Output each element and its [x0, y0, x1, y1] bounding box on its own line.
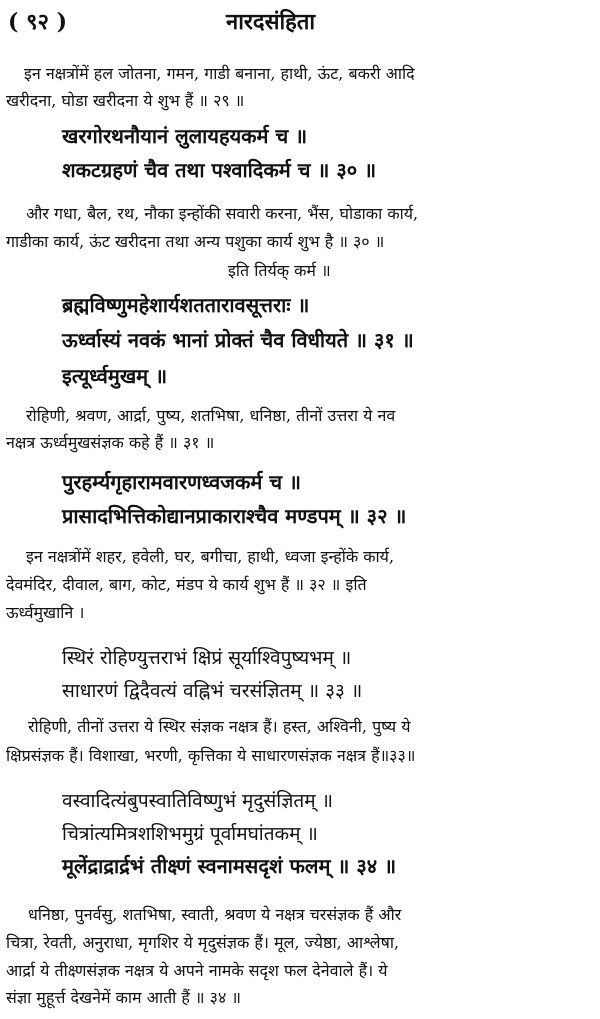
gloss-32-line-1: इन नक्षत्रोंमें शहर, हवेली, घर, बगीचा, हाथी, ध्वजा इन्होंके कार्य,	[26, 547, 395, 566]
gloss-34-line-3: आर्द्रा ये तीक्ष्णसंज्ञक नक्षत्र ये अपने नामके सदृश फल देनेवाले हैं। ये	[6, 961, 388, 980]
gloss-32-line-2: देवमंदिर, दीवाल, बाग, कोट, मंडप ये कार्य शुभ हैं ॥ ३२ ॥ इति	[6, 575, 367, 594]
gloss-32-line-3: ऊर्ध्वमुखानि ।	[6, 603, 85, 622]
verse-34-line-1: वस्वादित्यंबुपस्वातिविष्णुभं मृदुसंज्ञितम् ॥	[62, 790, 333, 812]
verse-34-line-3: मूलेंद्राद्रार्द्रभं तीक्ष्णं स्वनामसदृशं फलम् ॥ ३४ ॥	[62, 854, 397, 878]
verse-32-line-2: प्रासादभित्तिकोद्यानप्राकाराश्चैव मण्डपम् ॥ ३२ ॥	[62, 504, 407, 528]
gloss-34-line-2: चित्रा, रेवती, अनुराधा, मृगशिर ये मृदुसंज्ञक हैं। मूल, ज्येष्ठा, आश्लेषा,	[6, 933, 400, 952]
gloss-30-line-1: और गधा, बैल, रथ, नौका इन्होंकी सवारी करना, भैंस, घोडाका कार्य,	[26, 204, 419, 223]
page-header	[0, 6, 600, 36]
gloss-34-line-4: संज्ञा मुहूर्त्त देखनेमें काम आती हैं ॥ ३४ ॥	[6, 988, 241, 1007]
verse-33-line-2: साधारणं द्विदैवत्यं वह्निभं चरसंज्ञितम् ॥ ३३ ॥	[62, 680, 363, 702]
gloss-34-line-1: धनिष्ठा, पुनर्वसु, शतभिषा, स्वाती, श्रवण ये नक्षत्र चरसंज्ञक हैं और	[28, 905, 402, 924]
section-end-tiryak: इति तिर्यक् कर्म ॥	[228, 261, 331, 280]
gloss-30-line-2: गाडीका कार्य, ऊंट खरीदना तथा अन्य पशुका कार्य शुभ है ॥ ३० ॥	[6, 232, 385, 251]
verse-32-line-1: पुरहर्म्यगृहारामवारणध्वजकर्म च ॥	[62, 470, 301, 494]
verse-30-line-2: शकटग्रहणं चैव तथा पश्वादिकर्म च ॥ ३० ॥	[62, 158, 377, 182]
running-title: नारदसंहिता	[226, 9, 316, 35]
gloss-29-line-1: इन नक्षत्रोंमें हल जोतना, गमन, गाडी बनाना, हाथी, ऊंट, बकरी आदि	[24, 64, 415, 83]
gloss-31-line-1: रोहिणी, श्रवण, आर्द्रा, पुष्य, शतभिषा, धनिष्ठा, तीनों उत्तरा ये नव	[26, 406, 396, 425]
verse-31-line-1: ब्रह्मविष्णुमहेशार्यशततारावसूत्तराः ॥	[62, 293, 310, 317]
verse-30-line-1: खरगोरथनौयानं लुलायहयकर्म च ॥	[62, 124, 308, 148]
verse-31-line-3: इत्यूर्ध्वमुखम् ॥	[62, 364, 168, 388]
gloss-29-line-2: खरीदना, घोडा खरीदना ये शुभ हैं ॥ २९ ॥	[6, 91, 245, 110]
gloss-31-line-2: नक्षत्र ऊर्ध्वमुखसंज्ञक कहे हैं ॥ ३१ ॥	[6, 433, 215, 452]
page-number: ( ९२ )	[8, 9, 68, 35]
verse-31-line-2: ऊर्ध्वास्यं नवकं भानां प्रोक्तं चैव विधीयते ॥ ३१ ॥	[62, 328, 414, 352]
verse-33-line-1: स्थिरं रोहिण्युत्तराभं क्षिप्रं सूर्याश्विपुष्यभम् ॥	[62, 647, 352, 669]
gloss-33-line-1: रोहिणी, तीनों उत्तरा ये स्थिर संज्ञक नक्षत्र हैं। हस्त, अश्विनी, पुष्य ये	[28, 717, 411, 736]
verse-34-line-2: चित्रांत्यमित्रशशिभमुग्रं पूर्वामघांतकम् ॥	[62, 823, 318, 845]
gloss-33-line-2: क्षिप्रसंज्ञक हैं। विशाखा, भरणी, कृत्तिका ये साधारणसंज्ञक नक्षत्र हैं॥३३॥	[6, 746, 416, 765]
